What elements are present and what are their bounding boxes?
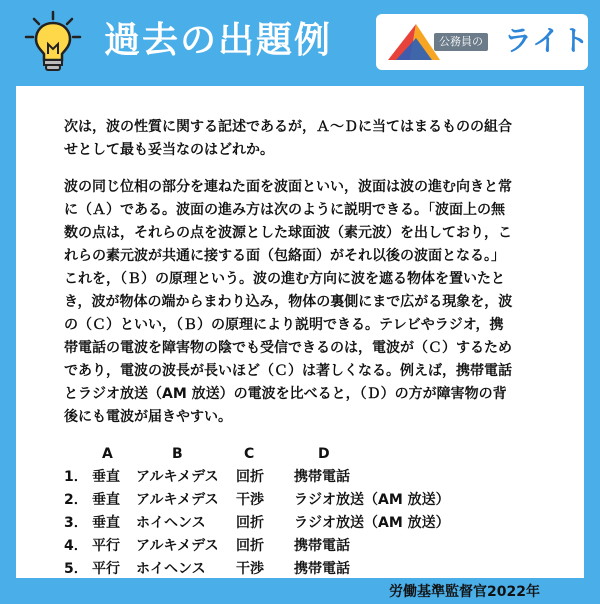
option-b: ホイヘンス	[136, 561, 206, 577]
option-b: ホイヘンス	[136, 515, 206, 531]
header	[0, 0, 600, 84]
option-row	[64, 466, 570, 489]
option-d: 携帯電話	[294, 469, 350, 485]
logo	[376, 14, 591, 70]
passage-line: き，波が物体の端からまわり込み，物体の裏側にまで広がる現象を，波	[64, 294, 513, 310]
prompt-line: せとして最も妥当なのはどれか。	[64, 142, 274, 158]
option-a: 垂直	[92, 515, 120, 531]
passage-line: これを，（Ｂ）の原理という。波の進む方向に波を遮る物体を置いたと	[64, 271, 505, 287]
option-b: アルキメデス	[136, 538, 219, 554]
lightbulb-icon	[22, 10, 84, 74]
passage-line: 波の同じ位相の部分を連ねた面を波面といい，波面は波の進む向きと常	[64, 179, 512, 195]
option-a: 平行	[92, 538, 120, 554]
passage-line: に（Ａ）である。波面の進み方は次のように説明できる。「波面上の無	[64, 202, 505, 218]
option-c: 干渉	[236, 561, 264, 577]
option-number: 3．	[64, 515, 88, 531]
option-a: 垂直	[92, 469, 120, 485]
question-content	[64, 116, 570, 604]
options-header	[64, 443, 570, 466]
option-row	[64, 558, 570, 581]
column-header-d: D	[318, 446, 330, 462]
column-header-b: B	[172, 446, 183, 462]
logo-badge: 公務員の	[434, 33, 488, 51]
column-header-a: A	[102, 446, 113, 462]
option-b: アルキメデス	[136, 492, 219, 508]
passage-line: れらの素元波が共通に接する面（包絡面）がそれ以後の波面となる。」	[64, 248, 505, 264]
option-number: 1．	[64, 469, 88, 485]
logo-word: ライト	[504, 24, 591, 57]
option-number: 4．	[64, 538, 88, 554]
option-b: アルキメデス	[136, 469, 219, 485]
passage-line: の（Ｃ）といい，（Ｂ）の原理により説明できる。テレビやラジオ，携	[64, 317, 504, 333]
option-d: 携帯電話	[294, 561, 350, 577]
column-header-c: C	[244, 446, 255, 462]
option-c: 回折	[236, 469, 264, 485]
option-d: ラジオ放送（AM 放送）	[294, 515, 450, 531]
passage-line: であり，電波の波長が長いほど（Ｃ）は著しくなる。例えば，携帯電話	[64, 363, 512, 379]
option-c: 回折	[236, 538, 264, 554]
option-d: 携帯電話	[294, 538, 350, 554]
question-card	[16, 86, 584, 600]
option-d: ラジオ放送（AM 放送）	[294, 492, 450, 508]
option-c: 回折	[236, 515, 264, 531]
option-row	[64, 535, 570, 558]
passage-line: 数の点は，それらの点を波源とした球面波（素元波）を出しており，こ	[64, 225, 512, 241]
option-row	[64, 512, 570, 535]
page-title: 過去の出題例	[104, 20, 333, 61]
option-number: 5．	[64, 561, 88, 577]
option-a: 平行	[92, 561, 120, 577]
passage-line: 帯電話の電波を障害物の陰でも受信できるのは，電波が（Ｃ）するため	[64, 340, 512, 356]
option-a: 垂直	[92, 492, 120, 508]
passage-line: とラジオ放送（AM 放送）の電波を比べると，（Ｄ）の方が障害物の背	[64, 386, 507, 402]
passage-line: 後にも電波が届きやすい。	[64, 409, 232, 425]
option-c: 干渉	[236, 492, 264, 508]
source-label: 労働基準監督官2022年	[389, 584, 540, 600]
option-row	[64, 489, 570, 512]
source-row	[64, 581, 570, 604]
prompt-line: 次は，波の性質に関する記述であるが，Ａ～Ｄに当てはまるものの組合	[64, 119, 512, 135]
option-number: 2．	[64, 492, 88, 508]
